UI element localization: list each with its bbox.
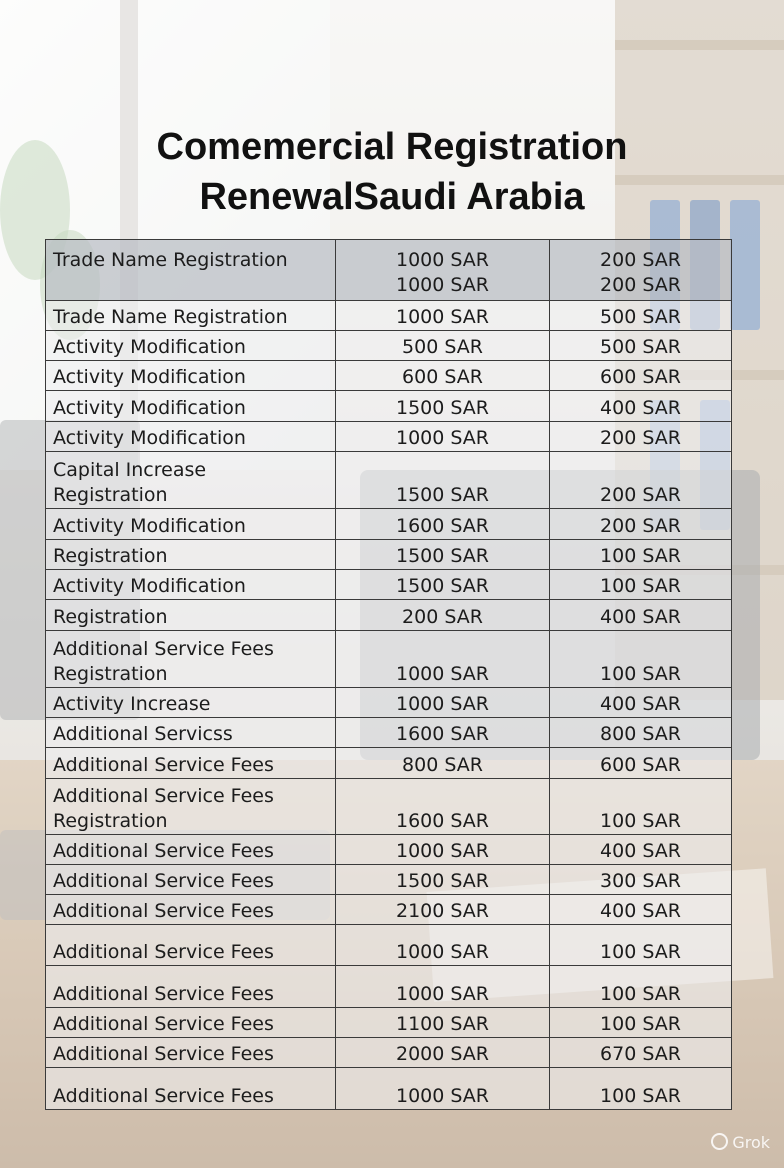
table-row (46, 361, 732, 391)
row-col2: 1000 SAR (336, 301, 550, 331)
row-col3: 100 SAR (550, 1068, 732, 1110)
row-col2: 800 SAR (336, 748, 550, 779)
row-col3: 400 SAR (550, 835, 732, 865)
table-row (46, 835, 732, 865)
row-col3: 100 SAR (550, 631, 732, 688)
row-label-line: Registration (53, 606, 168, 628)
row-label (46, 509, 336, 540)
row-col3: 100 SAR (550, 779, 732, 835)
row-col3: 400 SAR (550, 391, 732, 422)
row-label-line: Additional Service Fees (53, 1043, 274, 1065)
row-label (46, 779, 336, 835)
row-label-line: Additional Service Fees (53, 754, 274, 776)
row-col2: 1600 SAR (336, 509, 550, 540)
table-row (46, 865, 732, 895)
row-col3: 100 SAR (550, 1008, 732, 1038)
row-label (46, 331, 336, 361)
header-col3-line1: 200 SAR (600, 249, 681, 271)
table-row (46, 688, 732, 718)
row-label-line: Additional Service Fees (53, 900, 274, 922)
row-label (46, 600, 336, 631)
table-row (46, 718, 732, 748)
row-col2: 1000 SAR (336, 422, 550, 452)
row-label-line: Additional Service Fees (53, 638, 274, 660)
table-row (46, 966, 732, 1008)
table-row (46, 331, 732, 361)
row-col3: 100 SAR (550, 540, 732, 570)
fee-table (45, 239, 732, 1110)
row-col3: 100 SAR (550, 925, 732, 966)
row-col2: 1000 SAR (336, 966, 550, 1008)
row-label-line: Additional Service Fees (53, 840, 274, 862)
row-col2: 600 SAR (336, 361, 550, 391)
table-row (46, 895, 732, 925)
header-col2-line1: 1000 SAR (395, 249, 489, 271)
row-col2: 1500 SAR (336, 452, 550, 509)
table-row (46, 509, 732, 540)
row-label-line: Additional Service Fees (53, 983, 274, 1005)
table-header-row (46, 240, 732, 301)
row-label-line: Activity Modification (53, 515, 246, 537)
row-label-line: Additional Servicss (53, 723, 233, 745)
row-col2: 2100 SAR (336, 895, 550, 925)
table-row (46, 1068, 732, 1110)
row-label-line: Additional Service Fees (53, 941, 274, 963)
row-col2: 1600 SAR (336, 779, 550, 835)
watermark (711, 1133, 770, 1152)
row-col2: 1600 SAR (336, 718, 550, 748)
row-label-line: Activity Modification (53, 427, 246, 449)
header-col3-line2: 200 SAR (600, 274, 681, 296)
row-label (46, 391, 336, 422)
row-col2: 1000 SAR (336, 1068, 550, 1110)
row-col3: 300 SAR (550, 865, 732, 895)
row-col2: 200 SAR (336, 600, 550, 631)
row-label (46, 1008, 336, 1038)
header-col2-line2: 1000 SAR (395, 274, 489, 296)
row-label (46, 688, 336, 718)
row-label (46, 570, 336, 600)
row-col3: 670 SAR (550, 1038, 732, 1068)
row-label (46, 748, 336, 779)
row-label (46, 422, 336, 452)
grok-logo-icon (711, 1133, 728, 1150)
table-row (46, 422, 732, 452)
row-col2: 1100 SAR (336, 1008, 550, 1038)
row-label-line: Registration (53, 663, 168, 685)
row-label (46, 966, 336, 1008)
row-col3: 100 SAR (550, 570, 732, 600)
row-label-line: Additional Service Fees (53, 785, 274, 807)
row-col2: 1500 SAR (336, 865, 550, 895)
row-label-line: Additional Service Fees (53, 1013, 274, 1035)
row-col3: 100 SAR (550, 966, 732, 1008)
title-line-2: RenewalSaudi Arabia (199, 176, 585, 218)
row-col2: 1000 SAR (336, 925, 550, 966)
row-label-line: Capital Increase (53, 459, 207, 481)
row-label (46, 361, 336, 391)
row-label-line: Activity Modification (53, 575, 246, 597)
row-col2: 1500 SAR (336, 570, 550, 600)
row-label (46, 631, 336, 688)
row-label-line: Registration (53, 484, 168, 506)
row-col2: 1000 SAR (336, 835, 550, 865)
row-col2: 1500 SAR (336, 540, 550, 570)
row-label-line: Registration (53, 545, 168, 567)
row-label (46, 1068, 336, 1110)
row-label (46, 895, 336, 925)
row-col3: 600 SAR (550, 361, 732, 391)
row-label (46, 835, 336, 865)
row-label (46, 718, 336, 748)
row-col3: 200 SAR (550, 509, 732, 540)
header-label: Trade Name Registration (46, 240, 336, 301)
row-label-line: Additional Service Fees (53, 1085, 274, 1107)
row-col3: 200 SAR (550, 422, 732, 452)
row-label (46, 925, 336, 966)
table-row (46, 570, 732, 600)
table-row (46, 779, 732, 835)
table-row (46, 1038, 732, 1068)
row-col3: 600 SAR (550, 748, 732, 779)
table-row (46, 1008, 732, 1038)
table-row (46, 925, 732, 966)
row-label (46, 540, 336, 570)
row-col3: 200 SAR (550, 452, 732, 509)
header-col2 (336, 240, 550, 301)
table-row (46, 391, 732, 422)
row-col3: 800 SAR (550, 718, 732, 748)
table-row (46, 452, 732, 509)
table-row (46, 600, 732, 631)
row-col2: 500 SAR (336, 331, 550, 361)
table-row (46, 748, 732, 779)
table-row (46, 301, 732, 331)
row-label (46, 1038, 336, 1068)
row-label-line: Trade Name Registration (53, 306, 288, 328)
row-col3: 500 SAR (550, 331, 732, 361)
row-label-line: Activity Modification (53, 397, 246, 419)
row-col2: 2000 SAR (336, 1038, 550, 1068)
table-row (46, 540, 732, 570)
row-col3: 400 SAR (550, 600, 732, 631)
row-col2: 1500 SAR (336, 391, 550, 422)
row-col2: 1000 SAR (336, 631, 550, 688)
row-label-line: Activity Increase (53, 693, 211, 715)
row-label-line: Activity Modification (53, 366, 246, 388)
row-label (46, 301, 336, 331)
row-col3: 500 SAR (550, 301, 732, 331)
row-label-line: Registration (53, 810, 168, 832)
row-label-line: Additional Service Fees (53, 870, 274, 892)
row-label-line: Activity Modification (53, 336, 246, 358)
row-label (46, 865, 336, 895)
page-title (0, 122, 784, 222)
row-col3: 400 SAR (550, 895, 732, 925)
row-col2: 1000 SAR (336, 688, 550, 718)
row-col3: 400 SAR (550, 688, 732, 718)
header-col3 (550, 240, 732, 301)
table-row (46, 631, 732, 688)
title-line-1: Comemercial Registration (156, 126, 628, 168)
watermark-text: Grok (732, 1133, 770, 1152)
row-label (46, 452, 336, 509)
